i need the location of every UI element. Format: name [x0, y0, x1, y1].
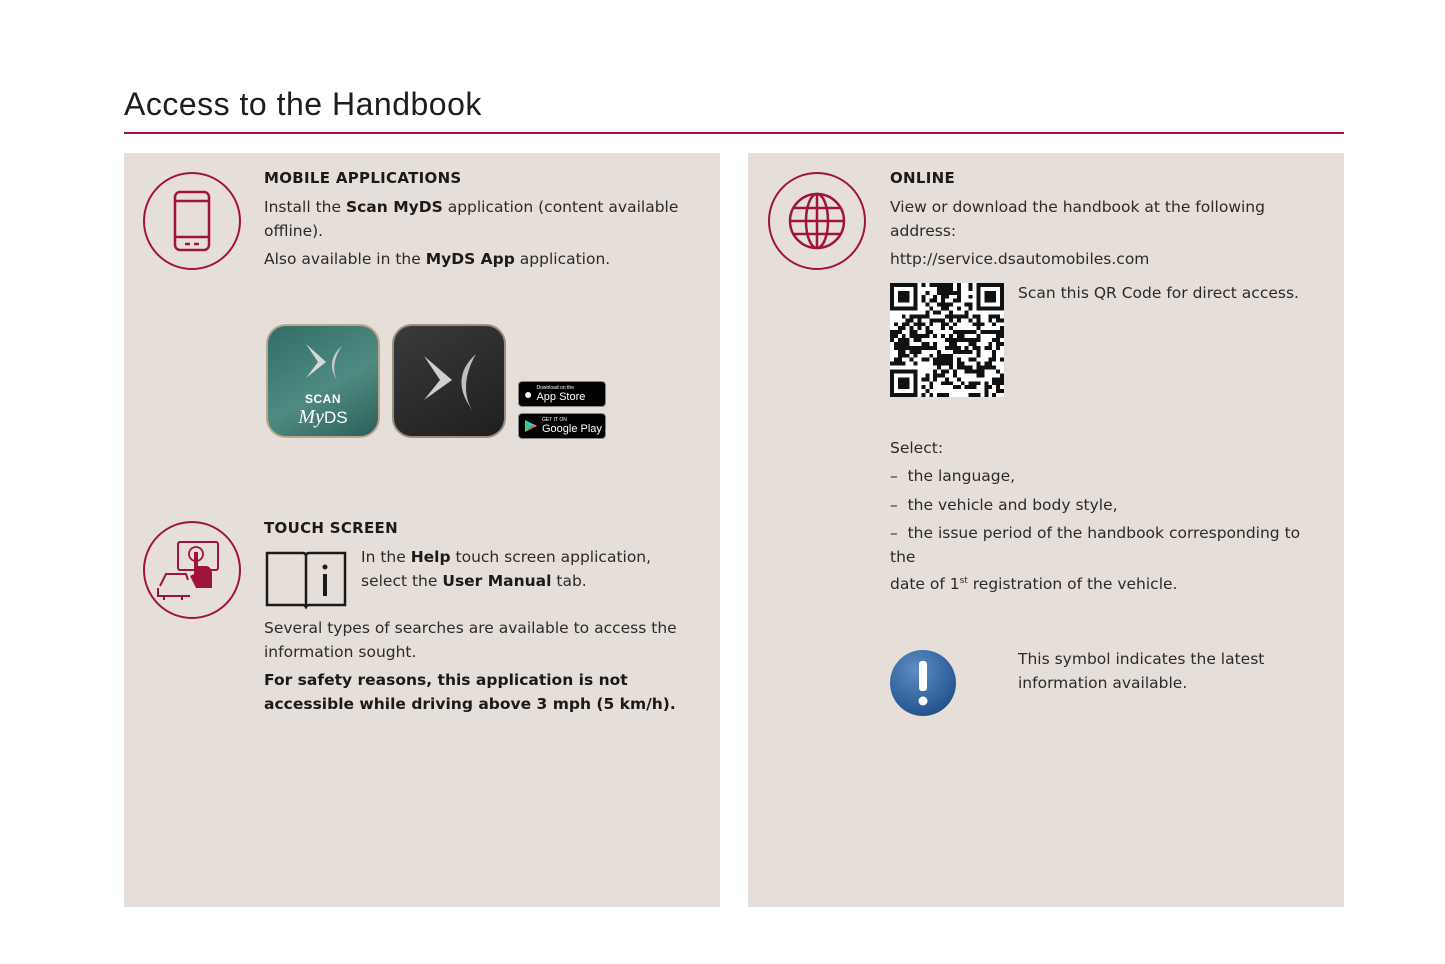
googleplay-label: Google Play [542, 423, 602, 435]
select-label: Select: [890, 439, 944, 457]
globe-icon-graphic [787, 191, 847, 251]
smartphone-icon-graphic [172, 190, 212, 252]
select-item-language: – the language, [890, 467, 1016, 485]
mobile-also-text: Also available in the MyDS App application. [264, 250, 611, 268]
online-view-text: View or download the handbook at the following address: [890, 198, 1265, 240]
touch-screen-icon-graphic [152, 540, 232, 600]
googleplay-small-label: GET IT ON [542, 417, 567, 423]
scan-myds-app-icon[interactable] [266, 324, 380, 438]
google-play-badge[interactable] [518, 413, 606, 439]
qr-caption: Scan this QR Code for direct access. [1018, 284, 1299, 302]
ds-logo-icon [394, 326, 504, 436]
select-item-issue-period: – the issue period of the handbook corresponding to the date of 1st registration of the vehicle. [890, 524, 1301, 594]
page-title: Access to the Handbook [124, 86, 482, 122]
appstore-label: App Store [536, 391, 586, 403]
title-divider [124, 132, 1344, 134]
play-icon [524, 419, 538, 433]
safety-warning-text: For safety reasons, this application is not accessible while driving above 3 mph (5 km/h). [264, 671, 676, 713]
touch-screen-icon [143, 521, 241, 619]
scan-label: SCAN [304, 392, 341, 406]
app-store-badge[interactable] [518, 381, 606, 407]
handbook-url-link[interactable]: http://service.dsautomobiles.com [890, 250, 1150, 268]
online-heading: ONLINE [890, 169, 956, 187]
apple-icon: ● [524, 386, 533, 402]
latest-info-note: This symbol indicates the latest information available. [1018, 650, 1265, 692]
mobile-heading: MOBILE APPLICATIONS [264, 169, 462, 187]
smartphone-icon [143, 172, 241, 270]
touch-search-text: Several types of searches are available to access the information sought. [264, 619, 677, 661]
myds-app-icon[interactable] [392, 324, 506, 438]
exclamation-info-icon [889, 649, 957, 717]
qr-code[interactable] [890, 283, 1004, 397]
touch-heading: TOUCH SCREEN [264, 519, 398, 537]
appstore-small-label: Download on the [536, 385, 574, 391]
open-book-icon [265, 549, 347, 609]
mobile-install-text: Install the Scan MyDS application (content available offline). [264, 198, 679, 240]
touch-help-text: In the Help touch screen application, select the User Manual tab. [361, 548, 652, 590]
globe-icon [768, 172, 866, 270]
myds-label: MyDS [298, 406, 348, 428]
select-item-vehicle: – the vehicle and body style, [890, 496, 1118, 514]
